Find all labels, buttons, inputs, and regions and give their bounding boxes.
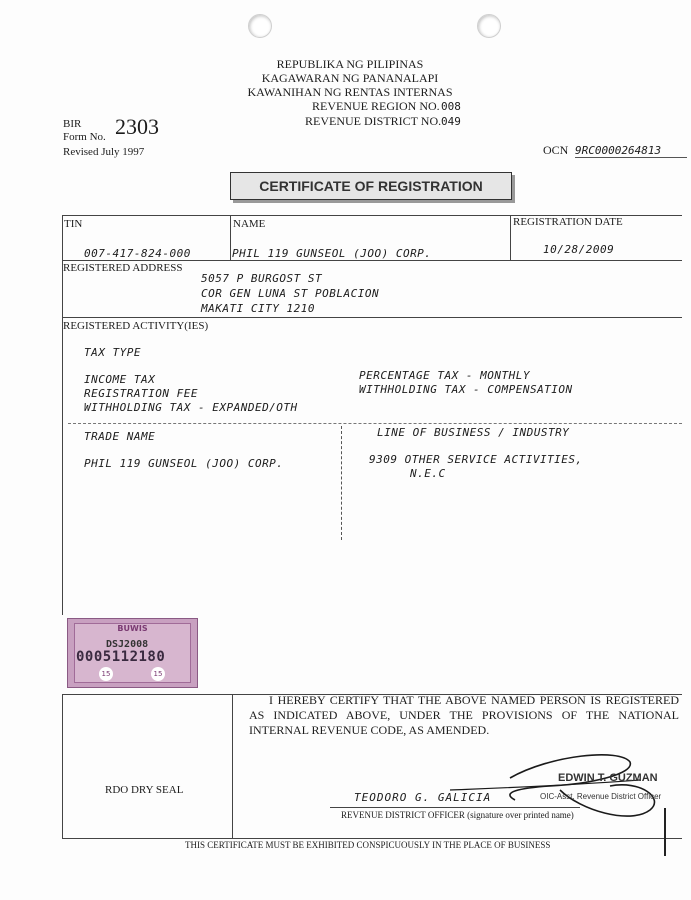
rdo-dry-seal-label: RDO DRY SEAL <box>105 784 184 796</box>
tax-item-withholding-compensation: WITHHOLDING TAX - COMPENSATION <box>359 383 573 396</box>
officer-printed-name: TEODORO G. GALICIA <box>354 791 492 804</box>
stamp-top-text: BUWIS <box>117 624 148 633</box>
trade-name-label: TRADE NAME <box>84 430 156 443</box>
ocn-label: OCN <box>543 143 569 157</box>
region-value: 008 <box>441 100 461 113</box>
activities-dashed-line <box>68 423 682 424</box>
region-label: REVENUE REGION NO. <box>312 99 440 113</box>
tax-item-percentage: PERCENTAGE TAX - MONTHLY <box>359 369 530 382</box>
district-label: REVENUE DISTRICT NO. <box>305 114 442 128</box>
certification-text: I HEREBY CERTIFY THAT THE ABOVE NAMED PERSON IS REGISTERED AS INDICATED ABOVE, UNDER THE PROVISIONS OF THE NATIONAL INTERNAL REVENUE CODE, AS AMENDED. <box>249 693 679 737</box>
cert-bottom-line <box>62 838 682 839</box>
certificate-title: CERTIFICATE OF REGISTRATION <box>259 178 483 194</box>
address-label: REGISTERED ADDRESS <box>63 262 183 274</box>
revised-date: Revised July 1997 <box>63 146 145 158</box>
line-of-business-value-2: N.E.C <box>410 467 446 480</box>
certificate-title-box <box>230 172 512 200</box>
bir-label: BIR <box>63 118 82 130</box>
name-date-divider <box>510 215 511 260</box>
registration-date-value: 10/28/2009 <box>543 243 615 256</box>
stamp-right-number: 15 <box>151 667 165 681</box>
line-of-business-value-1: 9309 OTHER SERVICE ACTIVITIES, <box>369 453 583 466</box>
address-bottom-line <box>62 317 682 318</box>
cert-divider <box>232 694 233 838</box>
tin-value: 007-417-824-000 <box>84 247 191 260</box>
registration-date-label: REGISTRATION DATE <box>513 216 623 228</box>
stamp-left-number: 15 <box>99 667 113 681</box>
line-of-business-label: LINE OF BUSINESS / INDUSTRY <box>377 426 570 439</box>
activities-label: REGISTERED ACTIVITY(IES) <box>63 320 209 332</box>
address-line-3: MAKATI CITY 1210 <box>201 302 315 315</box>
cert-left-line <box>62 694 63 838</box>
form-left-line <box>62 215 63 615</box>
address-line-1: 5057 P BURGOST ST <box>201 272 323 285</box>
punch-hole-left <box>248 14 272 38</box>
district-value: 049 <box>441 115 461 128</box>
header-line-1: REPUBLIKA NG PILIPINAS <box>276 57 424 71</box>
tin-name-divider <box>230 215 231 260</box>
tax-item-registration-fee: REGISTRATION FEE <box>84 387 198 400</box>
tax-item-income: INCOME TAX <box>84 373 156 386</box>
row1-bottom-line <box>62 260 682 261</box>
tin-label: TIN <box>64 218 83 230</box>
edge-mark <box>664 808 690 856</box>
header-line-2: KAGAWARAN NG PANANALAPI <box>261 71 439 85</box>
ocn-value: 9RC0000264813 <box>575 144 687 158</box>
tax-type-label: TAX TYPE <box>84 346 141 359</box>
stamp-code: DSJ2008 <box>106 639 149 650</box>
officer-stamp-name: EDWIN T. GUZMAN <box>558 772 658 784</box>
tax-item-withholding-expanded: WITHHOLDING TAX - EXPANDED/OTH <box>84 401 298 414</box>
stamp-number: 0005112180 <box>76 649 166 665</box>
header-line-3: KAWANIHAN NG RENTAS INTERNAS <box>247 85 453 99</box>
address-line-2: COR GEN LUNA ST POBLACION <box>201 287 380 300</box>
name-label: NAME <box>233 218 266 230</box>
form-no-label: Form No. <box>63 131 106 143</box>
trade-name-value: PHIL 119 GUNSEOL (JOO) CORP. <box>84 457 284 470</box>
officer-title-label: REVENUE DISTRICT OFFICER (signature over printed name) <box>341 810 574 820</box>
trade-lob-divider <box>341 426 342 540</box>
officer-stamp-title: OIC-Asst. Revenue District Officer <box>540 792 662 801</box>
form-number: 2303 <box>115 114 159 139</box>
signature-line <box>330 807 580 808</box>
punch-hole-right <box>477 14 501 38</box>
name-value: PHIL 119 GUNSEOL (JOO) CORP. <box>232 247 432 260</box>
documentary-stamp <box>67 618 198 688</box>
footer-note: THIS CERTIFICATE MUST BE EXHIBITED CONSPICUOUSLY IN THE PLACE OF BUSINESS <box>185 840 551 850</box>
